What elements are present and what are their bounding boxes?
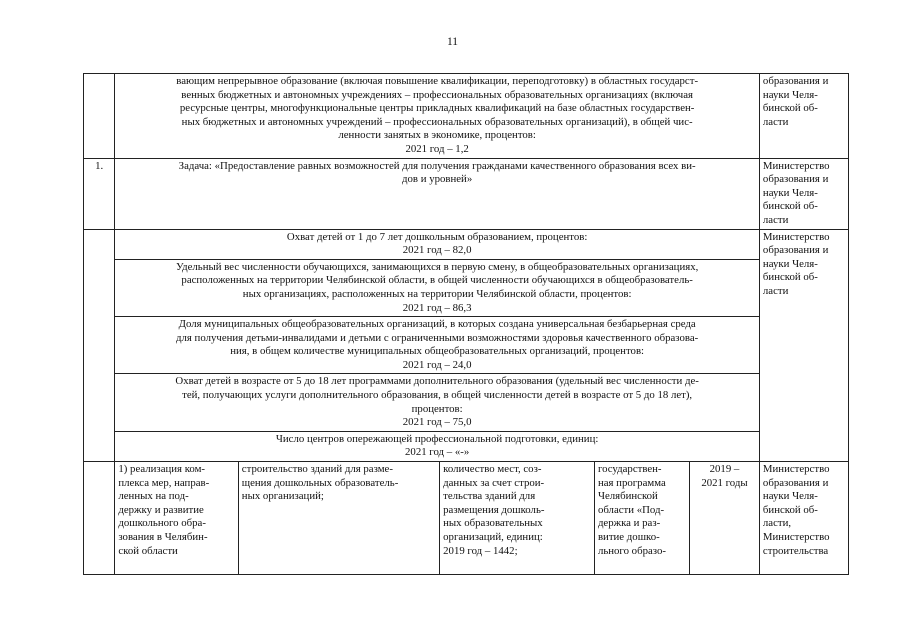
task-text-cell — [115, 158, 760, 229]
action-cell — [238, 462, 439, 575]
responsible-line: бинской об- — [762, 200, 818, 213]
text-line: льного образо- — [597, 544, 666, 557]
measure-cell — [115, 462, 238, 575]
text-line: государствен- — [597, 463, 662, 476]
indicator-cell — [115, 259, 760, 316]
text-line: строительство зданий для разме- — [241, 463, 393, 476]
responsible-line: образования и — [762, 244, 829, 257]
text-line: ных организаций; — [241, 490, 324, 503]
measure-row — [84, 462, 849, 575]
text-line: ния, в общем количестве муниципальных общеобразовательных организаций, процентов: — [230, 345, 645, 358]
text-line: ресурсные центры, многофункциональные центры прикладных квалификаций на базе областных государствен- — [179, 102, 695, 115]
text-line: ленности занятых в экономике, процентов: — [338, 129, 536, 142]
responsible-cell — [759, 462, 848, 575]
responsible-line: ласти, — [762, 517, 792, 530]
text-line: держку и развитие — [118, 503, 204, 516]
responsible-cell — [759, 74, 848, 159]
result-indicator-cell — [440, 462, 595, 575]
text-line: ской области — [118, 544, 178, 557]
indicator-value: 2021 год – 82,0 — [402, 244, 472, 257]
text-line: Челябинской — [597, 490, 658, 503]
responsible-line: Министерство — [762, 463, 830, 476]
text-line: витие дошко- — [597, 531, 660, 543]
indicator-row — [84, 317, 849, 374]
text-line: 1) реализация ком- — [118, 463, 206, 476]
indicator-value: 2021 год – 86,3 — [402, 301, 472, 314]
indicator-cell — [115, 374, 760, 431]
program-table — [83, 73, 849, 575]
text-line: Число центров опережающей профессиональной подготовки, единиц: — [275, 432, 599, 445]
indicator-value: 2021 год – 24,0 — [402, 358, 472, 371]
responsible-line: образования и — [762, 173, 829, 186]
text-line: ная программа — [597, 476, 666, 489]
text-line: 2021 годы — [701, 476, 748, 489]
number-cell-empty — [84, 229, 115, 462]
responsible-cell — [759, 229, 848, 462]
indicator-value: 2021 год – «-» — [405, 446, 470, 459]
responsible-line: бинской об- — [762, 102, 818, 115]
responsible-line: образования и — [762, 75, 829, 87]
responsible-line: Министерство — [762, 230, 830, 243]
responsible-line: науки Челя- — [762, 490, 818, 503]
page-number: 11 — [446, 36, 459, 48]
text-line: количество мест, соз- — [443, 463, 542, 476]
indicator-row — [84, 431, 849, 461]
indicator-value: 2021 год – 1,2 — [405, 142, 469, 155]
text-line: для получения детьми-инвалидами и детьми с ограниченными возможностями здоровья качественного образова- — [176, 331, 699, 344]
text-line: расположенных на территории Челябинской области, в общей численности обучающихся в общеобразователь- — [181, 274, 693, 287]
responsible-line: бинской об- — [762, 503, 818, 516]
responsible-line: науки Челя- — [762, 88, 818, 101]
text-line: процентов: — [411, 402, 463, 415]
text-line: плекса мер, направ- — [118, 476, 210, 489]
text-line: размещения дошколь- — [443, 503, 545, 516]
text-line: данных за счет строи- — [443, 476, 545, 489]
responsible-line: строительства — [762, 544, 829, 557]
number-cell-empty — [84, 74, 115, 159]
continued-indicator-cell — [115, 74, 760, 159]
responsible-line: бинской об- — [762, 271, 818, 284]
task-row — [84, 158, 849, 229]
responsible-cell — [759, 158, 848, 229]
responsible-line: Министерство — [762, 159, 830, 172]
responsible-line: образования и — [762, 476, 829, 489]
text-line: Охват детей в возрасте от 5 до 18 лет программами дополнительного образования (удельный вес численности де- — [175, 375, 699, 388]
continued-row — [84, 74, 849, 159]
indicator-cell — [115, 431, 760, 461]
indicator-row — [84, 259, 849, 316]
text-line: области «Под- — [597, 503, 665, 516]
period-cell — [690, 462, 760, 575]
indicator-row — [84, 229, 849, 259]
text-line: Доля муниципальных общеобразовательных организаций, в которых создана универсальная безбарьерная среда — [178, 318, 696, 331]
text-line: ных бюджетных и автономных учреждений – профессиональных образовательных организаций), в общей чис- — [181, 115, 693, 128]
text-line: держка и раз- — [597, 517, 661, 530]
text-line: Задача: «Предоставление равных возможностей для получения гражданами качественного образования всех ви- — [178, 159, 696, 172]
text-line: тей, получающих услуги дополнительного образования, в общей численности детей в возрасте от 5 до 18 лет), — [182, 389, 693, 402]
text-line: ленных на под- — [118, 490, 189, 503]
text-line: 2019 год – 1442; — [443, 544, 518, 557]
text-line: Удельный вес численности обучающихся, занимающихся в первую смену, в общеобразовательных организациях, — [175, 260, 699, 273]
responsible-line: науки Челя- — [762, 186, 818, 199]
responsible-line: науки Челя- — [762, 257, 818, 270]
indicator-cell — [115, 229, 760, 259]
text-line: ных образовательных — [443, 517, 543, 530]
text-line: вающим непрерывное образование (включая повышение квалификации, переподготовку) в областных государст- — [176, 75, 699, 87]
responsible-line: ласти — [762, 284, 789, 297]
text-line: ных организациях, расположенных на территории Челябинской области, процентов: — [242, 287, 632, 300]
text-line: 2019 – — [709, 463, 740, 476]
text-line: тельства зданий для — [443, 490, 536, 503]
indicator-row — [84, 374, 849, 431]
text-line: Охват детей от 1 до 7 лет дошкольным образованием, процентов: — [286, 230, 588, 243]
indicator-cell — [115, 317, 760, 374]
task-number: 1. — [84, 158, 115, 229]
text-line: дошкольного обра- — [118, 517, 206, 530]
responsible-line: ласти — [762, 213, 789, 226]
responsible-line: Министерство — [762, 531, 830, 543]
text-line: зования в Челябин- — [118, 531, 208, 543]
text-line: организаций, единиц: — [443, 531, 543, 543]
number-cell-empty — [84, 462, 115, 575]
text-line: венных бюджетных и автономных учреждениях – профессиональных образовательных организациях (включая — [181, 88, 693, 101]
indicator-value: 2021 год – 75,0 — [402, 416, 472, 429]
text-line: дов и уровней» — [402, 173, 473, 186]
text-line: щения дошкольных образователь- — [241, 476, 399, 489]
responsible-line: ласти — [762, 115, 789, 128]
program-cell — [594, 462, 689, 575]
